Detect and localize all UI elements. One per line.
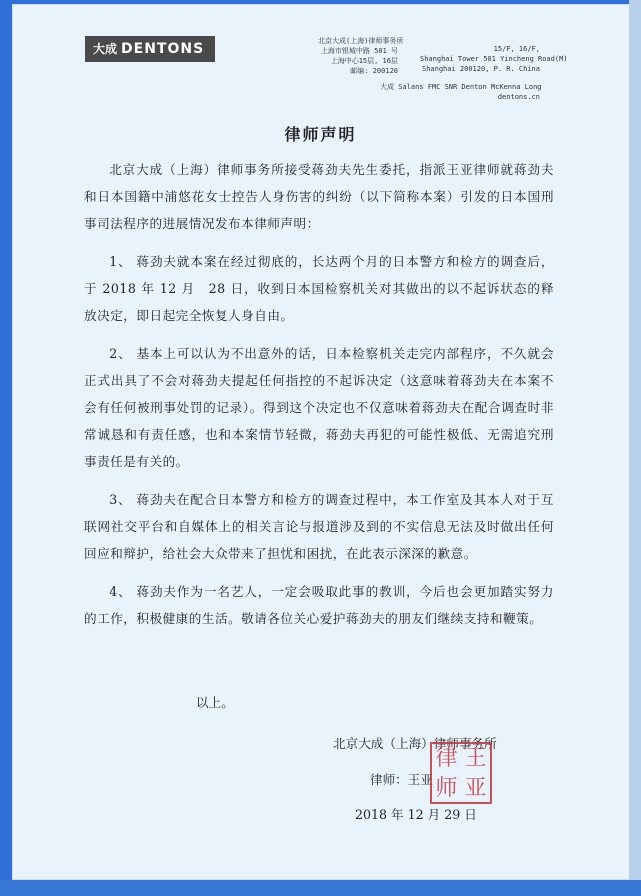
paragraph-1: 1、 蒋劲夫就本案在经过彻底的，长达两个月的日本警方和检方的调查后，于 2018 年 12 月 28 日，收到日本国检察机关对其做出的以不起诉状态的释放决定，即日起完全恢复人身自由。 (84, 254, 554, 323)
address-cn-line: 北京大成(上海)律师事务所 (318, 37, 404, 45)
brand-block (380, 82, 540, 102)
closing-text: 以上。 (196, 695, 234, 710)
brand-line: 大成 Salans FMC SNR Denton McKenna Long (380, 83, 542, 91)
address-en-line: Shanghai 200120, P. R. China (421, 65, 540, 73)
address-cn-line: 上海中心15层, 16层 (330, 57, 398, 65)
seal-char: 亚 (464, 776, 487, 801)
paragraph-3: 3、 蒋劲夫在配合日本警方和检方的调查过程中，本工作室及其本人对于互联网社交平台和自媒体上的相关言论与报道涉及到的不实信息无法及时做出任何回应和辩护，给社会大众带来了担忧和困扰，在此表示深深的歉意。 (84, 492, 554, 561)
paragraph-2: 2、 基本上可以认为不出意外的话，日本检察机关走完内部程序，不久就会正式出具了不会对蒋劲夫提起任何指控的不起诉决定（这意味着蒋劲夫在本案不会有任何被刑事处罚的记录）。得到这个决定也不仅意味着蒋劲夫在配合调查时非常诚恳和有责任感，也和本案情节轻微，蒋劲夫再犯的可能性极低、无需追究刑事责任是有关的。 (84, 346, 554, 469)
page-edge-bottom (0, 880, 641, 896)
signature-date: 2018 年 12 月 29 日 (355, 807, 477, 822)
dentons-logo (85, 36, 215, 62)
seal-char: 师 (435, 776, 458, 801)
document-body (84, 156, 554, 643)
address-en (420, 44, 568, 74)
document-title: 律师声明 (284, 125, 357, 144)
signature-firm: 北京大成（上海）律师事务所 (333, 736, 497, 751)
paragraph-4: 4、 蒋劲夫作为一名艺人，一定会吸取此事的教训，今后也会更加踏实努力的工作，积极健康的生活。敬请各位关心爱护蒋劲夫的朋友们继续支持和鞭策。 (84, 584, 554, 626)
address-cn (318, 36, 404, 76)
address-cn-line: 上海市银城中路 501 号 (320, 47, 398, 55)
signature-lawyer: 律师：王亚 (370, 772, 433, 787)
logo-cn-text: 大成 (93, 42, 118, 56)
address-en-line: Shanghai Tower 501 Yincheng Road(M) (420, 55, 568, 63)
seal-char: 王 (464, 746, 487, 771)
logo-en-text: DENTONS (121, 41, 205, 57)
address-en-line: 15/F, 16/F, (493, 45, 540, 53)
red-seal-stamp (430, 742, 492, 804)
website: dentons.cn (497, 93, 540, 101)
address-cn-line: 邮编: 200120 (350, 67, 398, 75)
paragraph-intro: 北京大成（上海）律师事务所接受蒋劲夫先生委托，指派王亚律师就蒋劲夫和日本国籍中浦悠花女士控告人身伤害的纠纷（以下简称本案）引发的日本国刑事司法程序的进展情况发布本律师声明： (84, 162, 554, 231)
seal-char: 律 (435, 746, 458, 771)
